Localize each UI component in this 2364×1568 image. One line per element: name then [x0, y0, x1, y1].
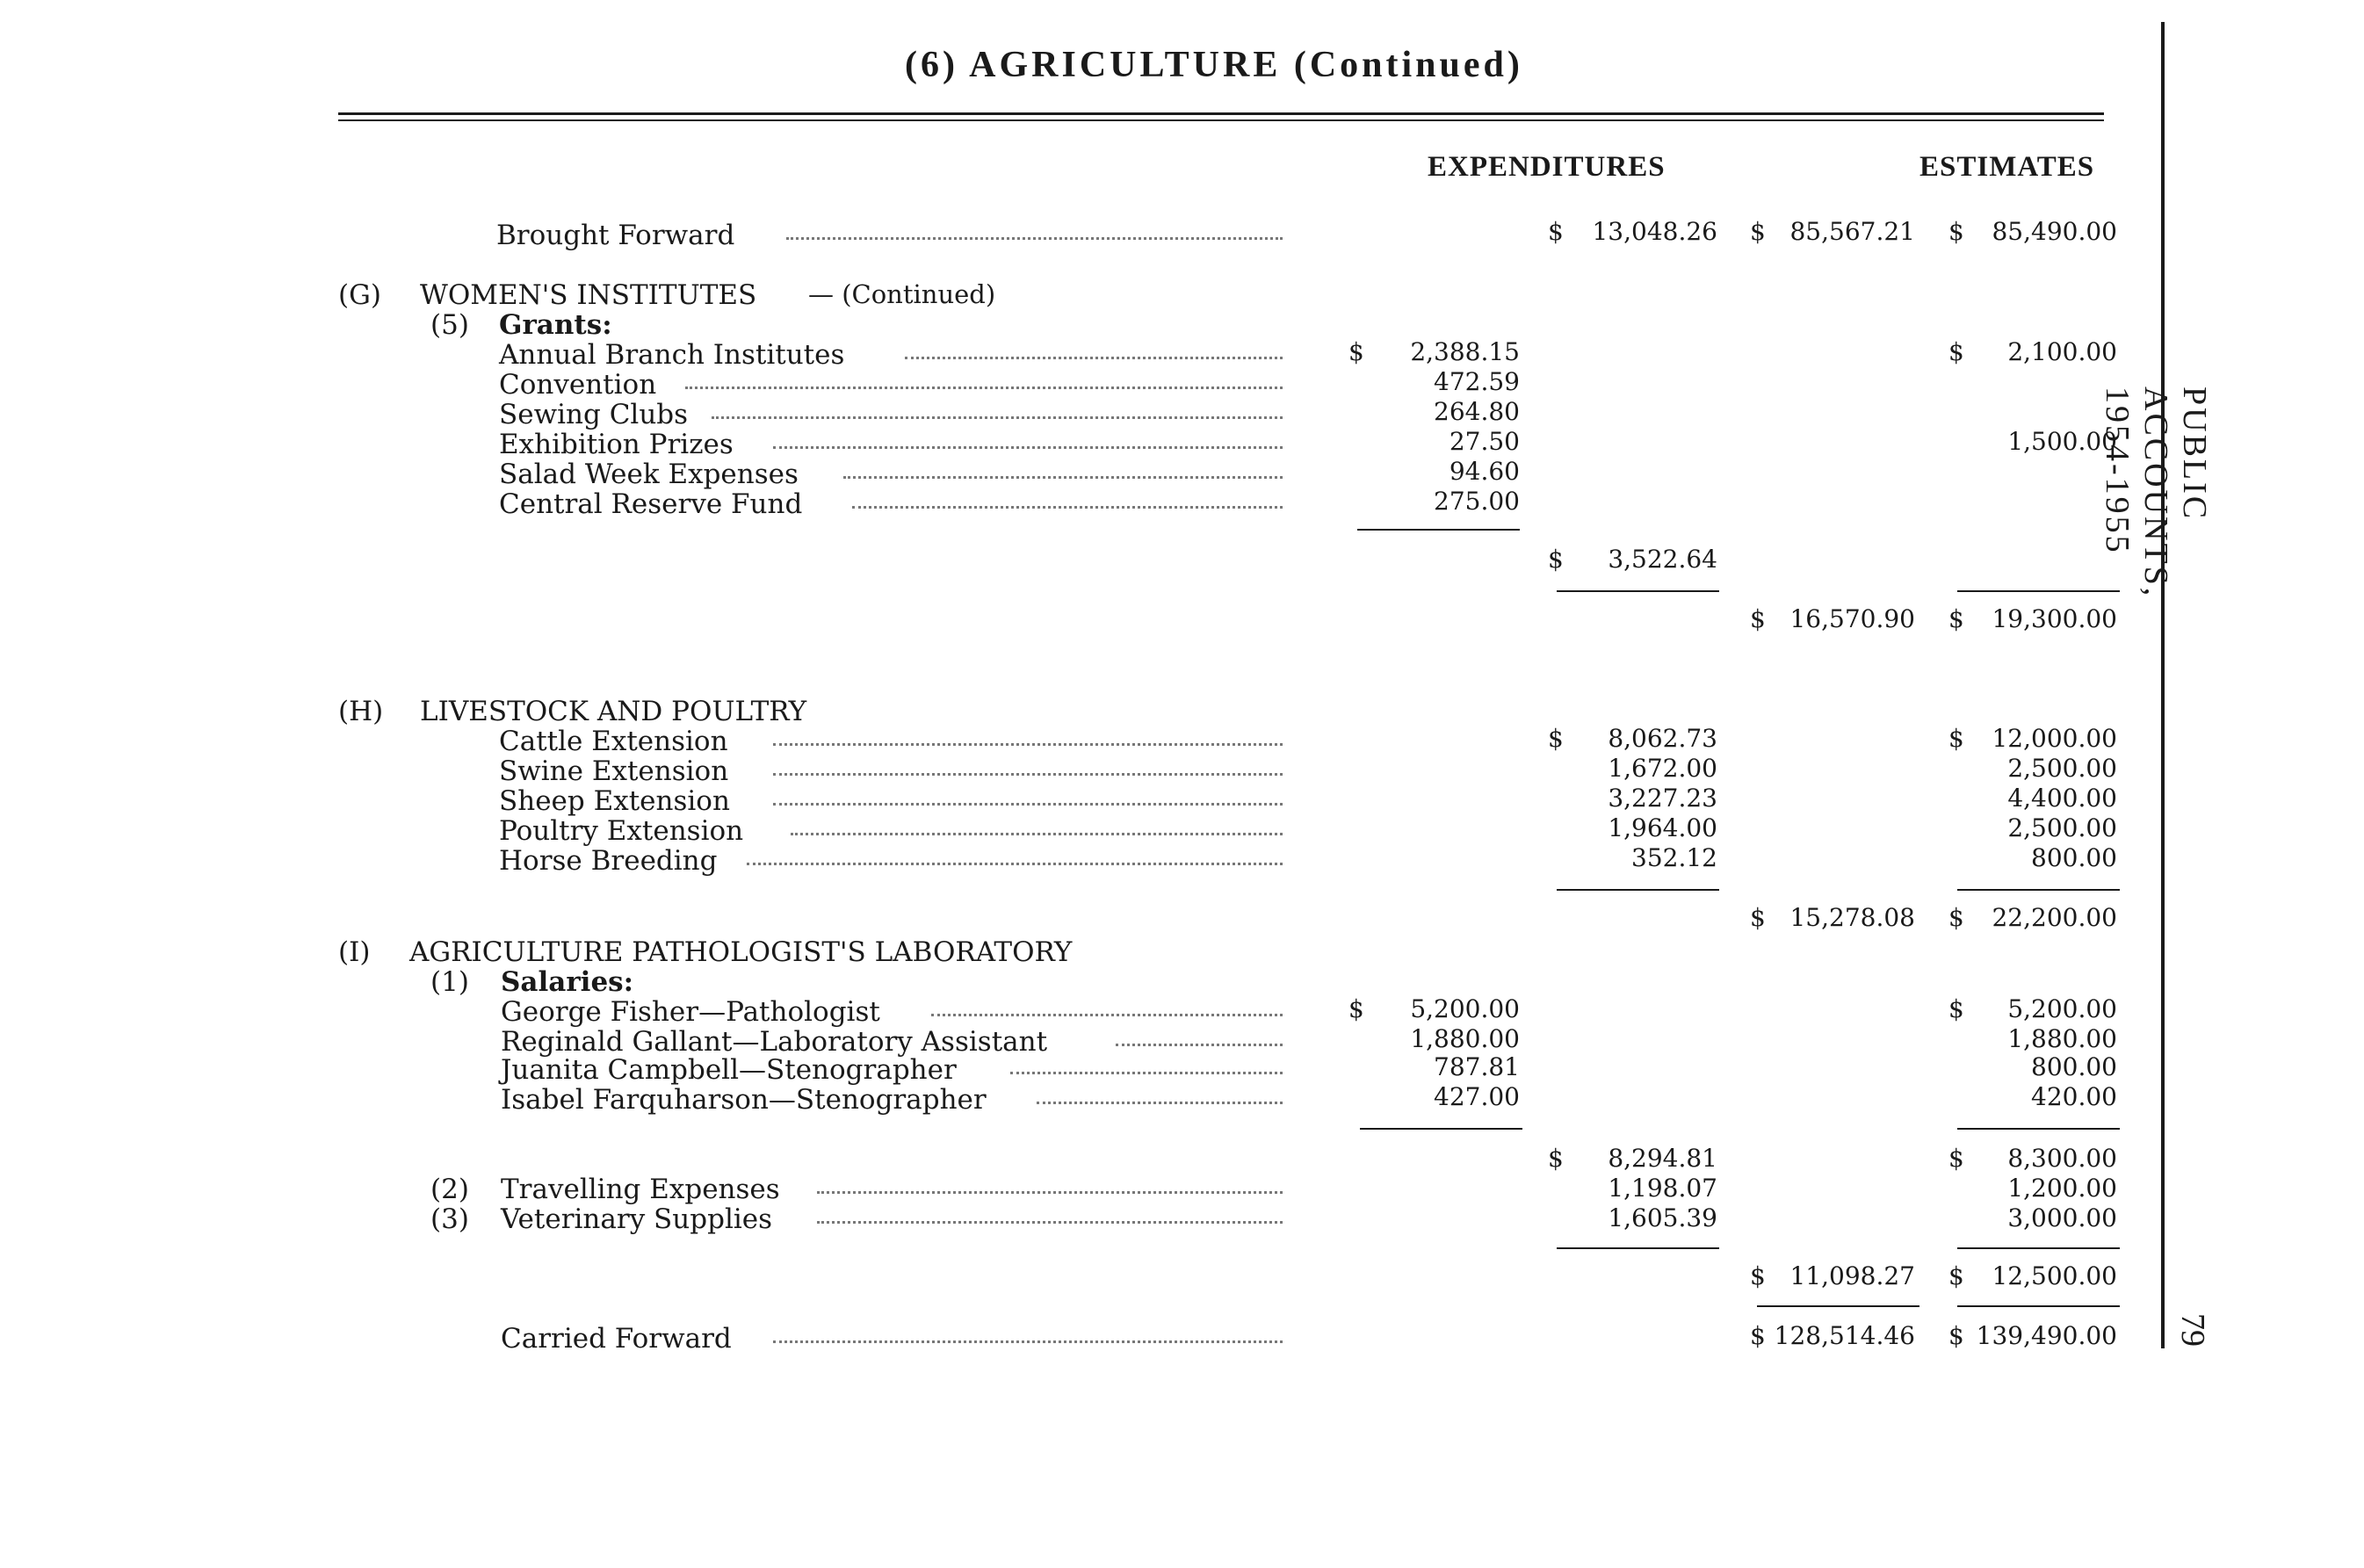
item-label: Horse Breeding [499, 845, 718, 877]
grant-label: Annual Branch Institutes [499, 339, 845, 371]
grant-label: Sewing Clubs [499, 399, 689, 430]
item-label: Poultry Extension [499, 815, 744, 847]
item-amount: 8,062.73 [1608, 724, 1717, 753]
leader-dots [747, 863, 1283, 865]
grant-label: Central Reserve Fund [499, 488, 803, 520]
leader-dots [791, 833, 1283, 835]
section-letter: (H) [338, 696, 384, 727]
salary-amount: 427.00 [1434, 1082, 1520, 1111]
subtotal-rule [1557, 1247, 1719, 1249]
continued-note: — (Continued) [808, 279, 996, 309]
brought-forward-label: Brought Forward [496, 220, 735, 251]
carried-forward-label: Carried Forward [501, 1323, 732, 1355]
leader-dots [773, 743, 1283, 746]
dollar-sign: $ [1548, 1144, 1564, 1173]
leader-dots [1116, 1044, 1283, 1046]
brought-forward-exp: 13,048.26 [1592, 217, 1717, 246]
dollar-sign: $ [1948, 217, 1964, 246]
carried-forward-estimate: 139,490.00 [1976, 1321, 2117, 1350]
estimates-header: ESTIMATES [1919, 151, 2095, 183]
salary-estimate: 1,880.00 [2007, 1024, 2117, 1053]
section-title: AGRICULTURE PATHOLOGIST'S LABORATORY [409, 936, 1073, 968]
grant-label: Exhibition Prizes [499, 429, 734, 460]
salary-label: George Fisher—Pathologist [501, 996, 880, 1028]
estimate-rule [1957, 889, 2120, 891]
veterinary-estimate: 3,000.00 [2007, 1203, 2117, 1232]
dollar-sign: $ [1948, 903, 1964, 932]
dollar-sign: $ [1750, 903, 1766, 932]
estimate-rule [1957, 1128, 2120, 1130]
grant-label: Salad Week Expenses [499, 459, 799, 490]
veterinary-amount: 1,605.39 [1608, 1203, 1717, 1232]
section-i-estimate: 12,500.00 [1992, 1261, 2117, 1290]
travelling-label: Travelling Expenses [501, 1174, 780, 1205]
leader-dots [931, 1014, 1283, 1016]
sub-number: (3) [430, 1203, 469, 1235]
grant-amount: 94.60 [1449, 457, 1520, 486]
salary-label: Juanita Campbell—Stenographer [501, 1054, 957, 1086]
item-estimate: 2,500.00 [2007, 813, 2117, 842]
leader-dots [852, 506, 1283, 509]
leader-dots [817, 1191, 1283, 1194]
travelling-amount: 1,198.07 [1608, 1174, 1717, 1203]
sub-title: Salaries: [501, 966, 634, 998]
subtotal-rule [1360, 1128, 1522, 1130]
dollar-sign: $ [1948, 604, 1964, 633]
estimate-rule [1957, 590, 2120, 592]
item-label: Cattle Extension [499, 726, 728, 757]
leader-dots [712, 416, 1283, 419]
dollar-sign: $ [1948, 1321, 1964, 1350]
page-number: 79 [2174, 1313, 2211, 1347]
dollar-sign: $ [1348, 994, 1364, 1023]
section-letter: (I) [338, 936, 371, 968]
subtotal-rule [1557, 590, 1719, 592]
dollar-sign: $ [1348, 337, 1364, 366]
item-estimate: 800.00 [2031, 843, 2117, 872]
leader-dots [1037, 1102, 1283, 1104]
dollar-sign: $ [1948, 337, 1964, 366]
grant-amount: 275.00 [1434, 487, 1520, 516]
item-amount: 352.12 [1631, 843, 1717, 872]
travelling-estimate: 1,200.00 [2007, 1174, 2117, 1203]
section-g-subtotal: 3,522.64 [1608, 545, 1717, 574]
salary-estimate: 5,200.00 [2007, 994, 2117, 1023]
running-header: PUBLIC ACCOUNTS, 1954-1955 [2099, 387, 2213, 599]
dollar-sign: $ [1948, 994, 1964, 1023]
section-h-total: 15,278.08 [1789, 903, 1915, 932]
carried-forward-total: 128,514.46 [1774, 1321, 1915, 1350]
item-estimate: 4,400.00 [2007, 784, 2117, 813]
grant-amount: 472.59 [1434, 367, 1520, 396]
subtotal-rule [1557, 889, 1719, 891]
dollar-sign: $ [1548, 724, 1564, 753]
salaries-estimate: 8,300.00 [2007, 1144, 2117, 1173]
leader-dots [773, 446, 1283, 449]
estimate-rule [1957, 1305, 2120, 1307]
dollar-sign: $ [1948, 1261, 1964, 1290]
item-estimate: 12,000.00 [1992, 724, 2117, 753]
item-label: Swine Extension [499, 755, 729, 787]
leader-dots [817, 1221, 1283, 1224]
dollar-sign: $ [1948, 1144, 1964, 1173]
grant-estimate: 1,500.00 [2007, 427, 2117, 456]
grant-amount: 2,388.15 [1410, 337, 1520, 366]
brought-forward-estimate: 85,490.00 [1992, 217, 2117, 246]
leader-dots [773, 773, 1283, 776]
salary-amount: 787.81 [1434, 1052, 1520, 1081]
sub-number: (5) [430, 309, 469, 341]
subtotal-rule [1357, 529, 1520, 531]
brought-forward-total: 85,567.21 [1789, 217, 1915, 246]
item-estimate: 2,500.00 [2007, 754, 2117, 783]
section-title: LIVESTOCK AND POULTRY [420, 696, 807, 727]
salary-label: Reginald Gallant—Laboratory Assistant [501, 1026, 1048, 1058]
dollar-sign: $ [1750, 1261, 1766, 1290]
leader-dots [1010, 1072, 1283, 1074]
section-letter: (G) [338, 279, 381, 311]
margin-rule [2161, 22, 2165, 1348]
page-title: (6) AGRICULTURE (Continued) [905, 45, 1523, 85]
leader-dots [843, 476, 1283, 479]
expenditures-header: EXPENDITURES [1428, 151, 1666, 183]
item-amount: 1,672.00 [1608, 754, 1717, 783]
leader-dots [773, 1340, 1283, 1343]
leader-dots [905, 357, 1283, 359]
salary-amount: 1,880.00 [1410, 1024, 1520, 1053]
dollar-sign: $ [1750, 1321, 1766, 1350]
grant-estimate: 2,100.00 [2007, 337, 2117, 366]
grant-amount: 27.50 [1449, 427, 1520, 456]
grant-label: Convention [499, 369, 657, 401]
leader-dots [773, 803, 1283, 806]
header-rule-bottom [338, 119, 2104, 121]
salaries-total: 8,294.81 [1608, 1144, 1717, 1173]
dollar-sign: $ [1948, 724, 1964, 753]
section-title: WOMEN'S INSTITUTES [420, 279, 757, 311]
sub-title: Grants: [499, 309, 612, 341]
dollar-sign: $ [1548, 217, 1564, 246]
section-i-total: 11,098.27 [1789, 1261, 1915, 1290]
sub-number: (2) [430, 1174, 469, 1205]
grant-amount: 264.80 [1434, 397, 1520, 426]
veterinary-label: Veterinary Supplies [501, 1203, 773, 1235]
section-g-total: 16,570.90 [1789, 604, 1915, 633]
salary-estimate: 420.00 [2031, 1082, 2117, 1111]
item-label: Sheep Extension [499, 785, 730, 817]
salary-label: Isabel Farquharson—Stenographer [501, 1084, 987, 1116]
dollar-sign: $ [1548, 545, 1564, 574]
header-rule-top [338, 112, 2104, 115]
item-amount: 3,227.23 [1608, 784, 1717, 813]
leader-dots [786, 237, 1283, 240]
item-amount: 1,964.00 [1608, 813, 1717, 842]
section-h-estimate: 22,200.00 [1992, 903, 2117, 932]
estimate-rule [1957, 1247, 2120, 1249]
dollar-sign: $ [1750, 217, 1766, 246]
salary-estimate: 800.00 [2031, 1052, 2117, 1081]
leader-dots [685, 387, 1283, 389]
dollar-sign: $ [1750, 604, 1766, 633]
section-g-estimate: 19,300.00 [1992, 604, 2117, 633]
total-rule [1757, 1305, 1919, 1307]
sub-number: (1) [430, 966, 469, 998]
salary-amount: 5,200.00 [1410, 994, 1520, 1023]
